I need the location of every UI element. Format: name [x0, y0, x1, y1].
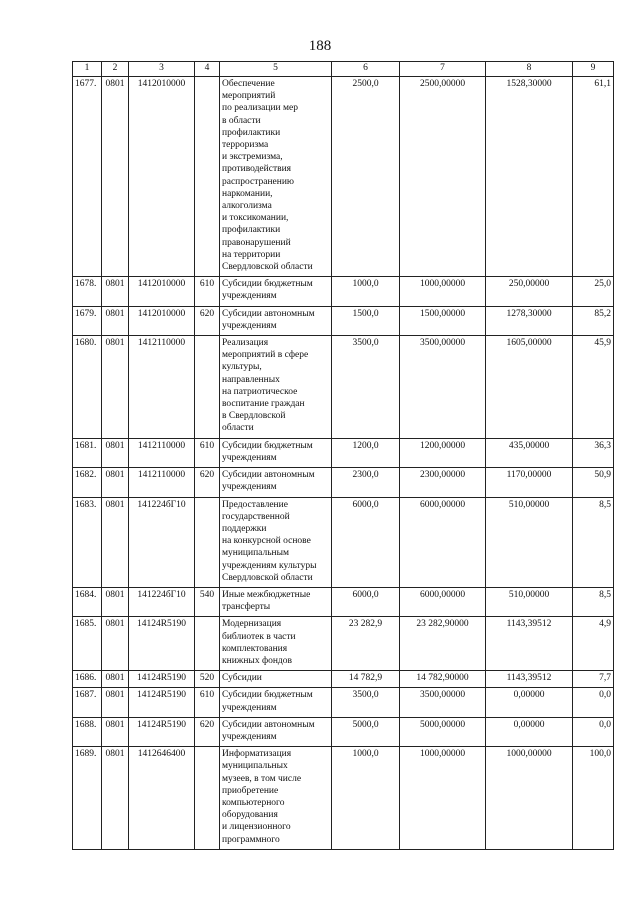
- table-row: [73, 717, 614, 746]
- column-header: 6: [332, 62, 400, 77]
- row-number-cell: 1680.: [73, 336, 102, 439]
- item-name-line: оборудования: [222, 810, 278, 821]
- item-name-line: Субсидии бюджетным: [222, 440, 313, 451]
- target-article-cell: 141224бГ10: [129, 587, 195, 616]
- item-name-line: Субсидии автономным: [222, 308, 315, 319]
- approved-amount-cell: 2300,0: [332, 468, 400, 497]
- execution-percent-cell: 4,9: [573, 617, 614, 671]
- column-header: 8: [486, 62, 573, 77]
- column-header: 5: [220, 62, 332, 77]
- budget-table: [72, 61, 614, 850]
- planned-amount-cell: 14 782,90000: [400, 671, 486, 688]
- planned-amount-cell: 6000,00000: [400, 587, 486, 616]
- planned-amount-cell: 1000,00000: [400, 277, 486, 306]
- item-name-line: Информатизация: [222, 749, 292, 760]
- item-name-line: учреждениям: [222, 320, 277, 331]
- item-name-cell: [220, 688, 332, 717]
- expense-type-cell: [195, 497, 220, 587]
- execution-percent-cell: 0,0: [573, 688, 614, 717]
- item-name-line: и экстремизма,: [222, 152, 283, 163]
- item-name-line: муниципальных: [222, 761, 288, 772]
- item-name-line: учреждениям: [222, 482, 277, 493]
- item-name-line: мероприятий в сфере: [222, 350, 309, 361]
- expense-type-cell: 540: [195, 587, 220, 616]
- item-name-cell: [220, 277, 332, 306]
- target-article-cell: 141224бГ10: [129, 497, 195, 587]
- item-name-line: направленных: [222, 374, 280, 385]
- item-name-line: по реализации мер: [222, 103, 298, 114]
- table-row: [73, 747, 614, 850]
- section-code-cell: 0801: [102, 336, 129, 439]
- item-name-line: Реализация: [222, 338, 269, 349]
- item-name-line: на конкурсной основе: [222, 536, 311, 547]
- target-article-cell: 14124R5190: [129, 671, 195, 688]
- item-name-line: и лицензионного: [222, 822, 291, 833]
- planned-amount-cell: 1500,00000: [400, 306, 486, 335]
- item-name-line: распространению: [222, 176, 295, 187]
- execution-percent-cell: 100,0: [573, 747, 614, 850]
- execution-percent-cell: 8,5: [573, 587, 614, 616]
- approved-amount-cell: 3500,0: [332, 688, 400, 717]
- approved-amount-cell: 1200,0: [332, 438, 400, 467]
- row-number-cell: 1678.: [73, 277, 102, 306]
- target-article-cell: 1412010000: [129, 77, 195, 277]
- item-name-line: наркомании,: [222, 188, 273, 199]
- planned-amount-cell: 3500,00000: [400, 336, 486, 439]
- item-name-cell: [220, 617, 332, 671]
- item-name-cell: [220, 336, 332, 439]
- item-name-line: правонарушений: [222, 237, 291, 248]
- execution-percent-cell: 85,2: [573, 306, 614, 335]
- item-name-cell: [220, 671, 332, 688]
- planned-amount-cell: 6000,00000: [400, 497, 486, 587]
- approved-amount-cell: 23 282,9: [332, 617, 400, 671]
- planned-amount-cell: 5000,00000: [400, 717, 486, 746]
- item-name-line: музеев, в том числе: [222, 773, 302, 784]
- item-name-line: Субсидии автономным: [222, 719, 315, 730]
- item-name-line: трансферты: [222, 602, 271, 613]
- target-article-cell: 14124R5190: [129, 688, 195, 717]
- execution-percent-cell: 8,5: [573, 497, 614, 587]
- planned-amount-cell: 2300,00000: [400, 468, 486, 497]
- item-name-cell: [220, 497, 332, 587]
- table-row: [73, 438, 614, 467]
- item-name-line: Обеспечение: [222, 79, 275, 89]
- execution-percent-cell: 0,0: [573, 717, 614, 746]
- approved-amount-cell: 1000,0: [332, 277, 400, 306]
- expense-type-cell: 610: [195, 277, 220, 306]
- executed-amount-cell: 0,00000: [486, 688, 573, 717]
- planned-amount-cell: 1200,00000: [400, 438, 486, 467]
- row-number-cell: 1677.: [73, 77, 102, 277]
- table-row: [73, 587, 614, 616]
- executed-amount-cell: 1605,00000: [486, 336, 573, 439]
- item-name-line: учреждениям: [222, 452, 277, 463]
- item-name-line: Иные межбюджетные: [222, 589, 311, 600]
- item-name-line: компьютерного: [222, 797, 285, 808]
- target-article-cell: 1412110000: [129, 468, 195, 497]
- expense-type-cell: 610: [195, 688, 220, 717]
- executed-amount-cell: 250,00000: [486, 277, 573, 306]
- column-header: 1: [73, 62, 102, 77]
- item-name-line: в области: [222, 115, 261, 126]
- row-number-cell: 1687.: [73, 688, 102, 717]
- execution-percent-cell: 36,3: [573, 438, 614, 467]
- table-row: [73, 277, 614, 306]
- item-name-cell: [220, 747, 332, 850]
- row-number-cell: 1682.: [73, 468, 102, 497]
- item-name-line: учреждениям: [222, 731, 277, 742]
- section-code-cell: 0801: [102, 617, 129, 671]
- expense-type-cell: [195, 77, 220, 277]
- section-code-cell: 0801: [102, 747, 129, 850]
- section-code-cell: 0801: [102, 671, 129, 688]
- approved-amount-cell: 6000,0: [332, 587, 400, 616]
- executed-amount-cell: 0,00000: [486, 717, 573, 746]
- item-name-line: культуры,: [222, 362, 262, 373]
- executed-amount-cell: 1143,39512: [486, 671, 573, 688]
- target-article-cell: 1412646400: [129, 747, 195, 850]
- item-name-line: Свердловской области: [222, 572, 313, 583]
- column-header: 3: [129, 62, 195, 77]
- expense-type-cell: 620: [195, 306, 220, 335]
- execution-percent-cell: 45,9: [573, 336, 614, 439]
- item-name-line: книжных фондов: [222, 655, 292, 666]
- execution-percent-cell: 7,7: [573, 671, 614, 688]
- table-row: [73, 468, 614, 497]
- expense-type-cell: 620: [195, 468, 220, 497]
- approved-amount-cell: 2500,0: [332, 77, 400, 277]
- target-article-cell: 14124R5190: [129, 617, 195, 671]
- section-code-cell: 0801: [102, 77, 129, 277]
- item-name-line: алкоголизма: [222, 201, 272, 212]
- item-name-line: Свердловской области: [222, 262, 313, 273]
- execution-percent-cell: 61,1: [573, 77, 614, 277]
- item-name-line: профилактики: [222, 225, 281, 236]
- item-name-line: государственной: [222, 511, 290, 522]
- expense-type-cell: [195, 747, 220, 850]
- item-name-cell: [220, 717, 332, 746]
- item-name-line: муниципальным: [222, 548, 290, 559]
- row-number-cell: 1688.: [73, 717, 102, 746]
- item-name-line: Субсидии бюджетным: [222, 690, 313, 701]
- item-name-line: учреждениям: [222, 702, 277, 713]
- table-row: [73, 306, 614, 335]
- table-row: [73, 688, 614, 717]
- item-name-cell: [220, 587, 332, 616]
- item-name-line: Субсидии: [222, 673, 262, 684]
- section-code-cell: 0801: [102, 587, 129, 616]
- table-row: [73, 671, 614, 688]
- item-name-line: мероприятий: [222, 91, 276, 102]
- row-number-cell: 1679.: [73, 306, 102, 335]
- row-number-cell: 1681.: [73, 438, 102, 467]
- item-name-line: комплектования: [222, 643, 288, 654]
- section-code-cell: 0801: [102, 688, 129, 717]
- planned-amount-cell: 1000,00000: [400, 747, 486, 850]
- item-name-line: приобретение: [222, 785, 279, 796]
- executed-amount-cell: 1170,00000: [486, 468, 573, 497]
- item-name-line: воспитание граждан: [222, 399, 305, 410]
- row-number-cell: 1689.: [73, 747, 102, 850]
- executed-amount-cell: 435,00000: [486, 438, 573, 467]
- section-code-cell: 0801: [102, 717, 129, 746]
- item-name-line: на территории: [222, 249, 281, 260]
- item-name-line: в Свердловской: [222, 411, 286, 422]
- row-number-cell: 1683.: [73, 497, 102, 587]
- approved-amount-cell: 5000,0: [332, 717, 400, 746]
- item-name-line: учреждениям: [222, 291, 277, 302]
- item-name-line: Предоставление: [222, 499, 288, 510]
- approved-amount-cell: 1500,0: [332, 306, 400, 335]
- section-code-cell: 0801: [102, 497, 129, 587]
- page-number: 188: [308, 38, 332, 54]
- approved-amount-cell: 3500,0: [332, 336, 400, 439]
- item-name-line: Субсидии бюджетным: [222, 279, 313, 290]
- execution-percent-cell: 50,9: [573, 468, 614, 497]
- item-name-line: программного: [222, 834, 280, 845]
- table-row: [73, 617, 614, 671]
- planned-amount-cell: 3500,00000: [400, 688, 486, 717]
- column-header: 9: [573, 62, 614, 77]
- item-name-line: профилактики: [222, 127, 281, 138]
- approved-amount-cell: 6000,0: [332, 497, 400, 587]
- column-header: 7: [400, 62, 486, 77]
- executed-amount-cell: 1278,30000: [486, 306, 573, 335]
- section-code-cell: 0801: [102, 468, 129, 497]
- approved-amount-cell: 1000,0: [332, 747, 400, 850]
- expense-type-cell: [195, 336, 220, 439]
- item-name-line: поддержки: [222, 523, 267, 534]
- item-name-line: и токсикомании,: [222, 213, 289, 224]
- target-article-cell: 1412010000: [129, 277, 195, 306]
- item-name-line: Субсидии автономным: [222, 470, 315, 481]
- section-code-cell: 0801: [102, 277, 129, 306]
- item-name-cell: [220, 438, 332, 467]
- item-name-line: Модернизация: [222, 619, 282, 630]
- planned-amount-cell: 23 282,90000: [400, 617, 486, 671]
- target-article-cell: 1412110000: [129, 438, 195, 467]
- item-name-line: терроризма: [222, 140, 269, 151]
- execution-percent-cell: 25,0: [573, 277, 614, 306]
- executed-amount-cell: 1143,39512: [486, 617, 573, 671]
- target-article-cell: 14124R5190: [129, 717, 195, 746]
- item-name-line: на патриотическое: [222, 386, 298, 397]
- item-name-line: противодействия: [222, 164, 292, 175]
- executed-amount-cell: 510,00000: [486, 497, 573, 587]
- table-body: [73, 62, 614, 850]
- expense-type-cell: 620: [195, 717, 220, 746]
- row-number-cell: 1684.: [73, 587, 102, 616]
- expense-type-cell: [195, 617, 220, 671]
- section-code-cell: 0801: [102, 438, 129, 467]
- expense-type-cell: 610: [195, 438, 220, 467]
- item-name-line: области: [222, 423, 254, 434]
- table-row: [73, 336, 614, 439]
- executed-amount-cell: 1000,00000: [486, 747, 573, 850]
- item-name-cell: [220, 77, 332, 277]
- target-article-cell: 1412110000: [129, 336, 195, 439]
- item-name-line: учреждениям культуры: [222, 560, 317, 571]
- table-row: [73, 77, 614, 277]
- expense-type-cell: 520: [195, 671, 220, 688]
- table-row: [73, 497, 614, 587]
- row-number-cell: 1685.: [73, 617, 102, 671]
- item-name-line: библиотек в части: [222, 631, 296, 642]
- column-header: 2: [102, 62, 129, 77]
- section-code-cell: 0801: [102, 306, 129, 335]
- target-article-cell: 1412010000: [129, 306, 195, 335]
- column-header-row: [73, 62, 614, 77]
- item-name-cell: [220, 468, 332, 497]
- item-name-cell: [220, 306, 332, 335]
- approved-amount-cell: 14 782,9: [332, 671, 400, 688]
- planned-amount-cell: 2500,00000: [400, 77, 486, 277]
- executed-amount-cell: 1528,30000: [486, 77, 573, 277]
- executed-amount-cell: 510,00000: [486, 587, 573, 616]
- column-header: 4: [195, 62, 220, 77]
- row-number-cell: 1686.: [73, 671, 102, 688]
